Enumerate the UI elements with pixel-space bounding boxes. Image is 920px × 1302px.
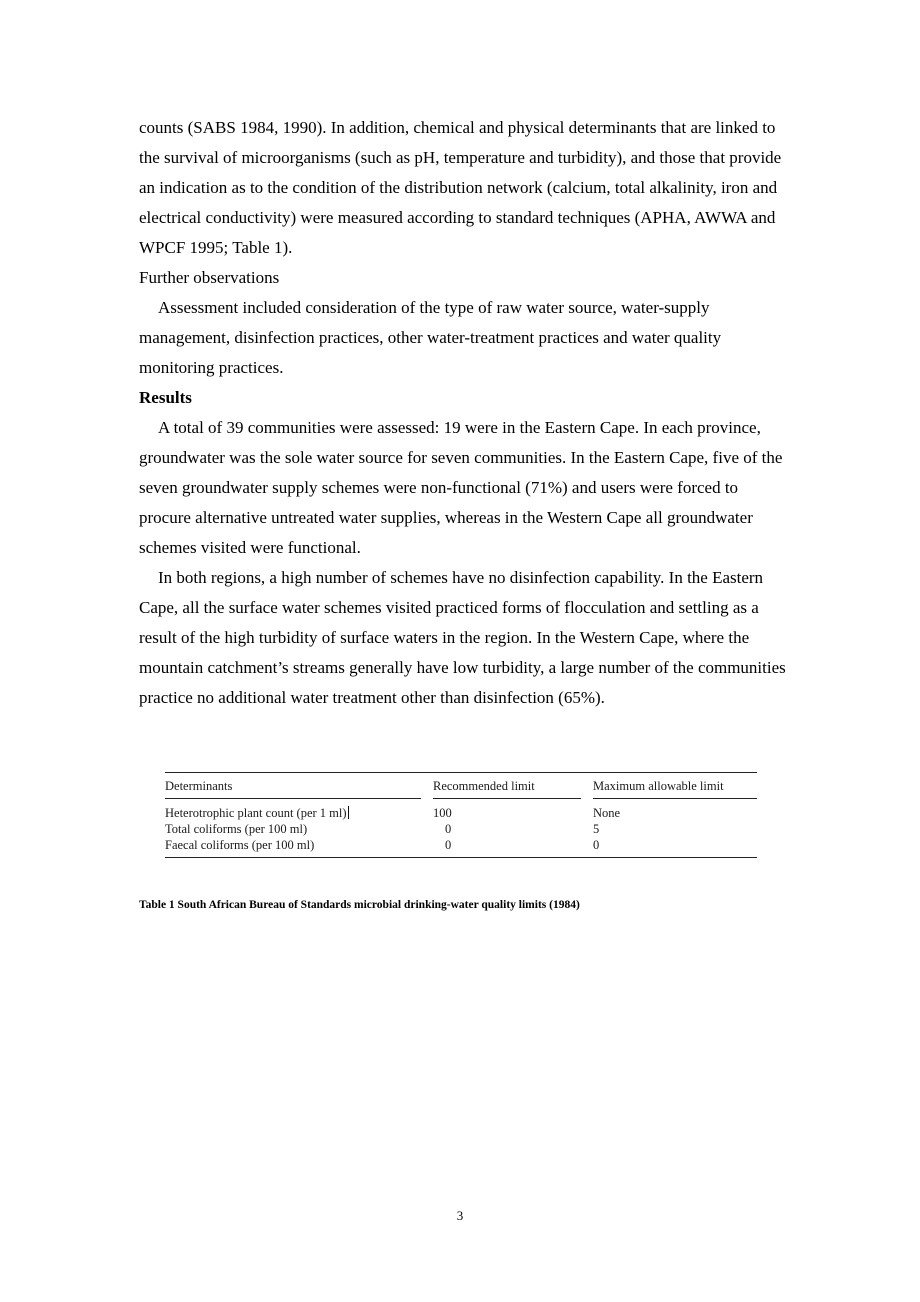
header-recommended-limit: Recommended limit [433,773,581,799]
paragraph-results-communities: A total of 39 communities were assessed: 19 were in the Eastern Cape. In each province, groundwater was the sole water source for seven communities. In the Eastern Cape, five of the seven groundwater supply schemes were non-functional (71%) and users were forced to procure alternative untreated water supplies, whereas in the Western Cape all groundwater schemes visited were functional. [139,418,783,557]
limits-table-figure [165,772,757,858]
paragraph-results-disinfection: In both regions, a high number of schemes have no disinfection capability. In the Eastern Cape, all the surface water schemes visited practiced forms of flocculation and settling as a result of the high turbidity of surface waters in the region. In the Western Cape, where the mountain catchment’s streams generally have low turbidity, a large number of the communities practice no additional water treatment other than disinfection (65%). [139,568,786,707]
cell-determinant: Total coliforms (per 100 ml) [165,822,308,836]
table-row [165,821,757,837]
cell-maximum: None [593,806,621,820]
table-header-row [165,773,757,799]
body-text [139,113,789,713]
paragraph-methods-continued: counts (SABS 1984, 1990). In addition, chemical and physical determinants that are linked to the survival of microorganisms (such as pH, temperature and turbidity), and those that provide an indication as to the condition of the distribution network (calcium, total alkalinity, iron and electrical conductivity) were measured according to standard techniques (APHA, AWWA and WPCF 1995; Table 1). [139,118,782,257]
paragraph-assessment: Assessment included consideration of the type of raw water source, water-supply management, disinfection practices, other water-treatment practices and water quality monitoring practices. [139,298,722,377]
cell-maximum: 0 [593,837,757,858]
page-number: 3 [456,1208,464,1223]
table-row [165,837,757,858]
cell-maximum: 5 [593,822,600,836]
header-determinants: Determinants [165,773,421,799]
cell-recommended: 0 [433,837,581,858]
cell-recommended: 0 [445,822,452,836]
table-row [165,799,757,822]
heading-results: Results [139,388,192,407]
header-maximum-limit: Maximum allowable limit [593,773,757,799]
limits-table [165,772,757,858]
text-cursor [348,806,350,819]
table-caption: Table 1 South African Bureau of Standards microbial drinking-water quality limits (1984) [139,899,580,911]
cell-determinant: Faecal coliforms (per 100 ml) [165,837,421,858]
cell-determinant: Heterotrophic plant count (per 1 ml) [165,799,421,822]
cell-recommended: 100 [433,806,452,820]
subheading-further-observations: Further observations [139,268,280,287]
